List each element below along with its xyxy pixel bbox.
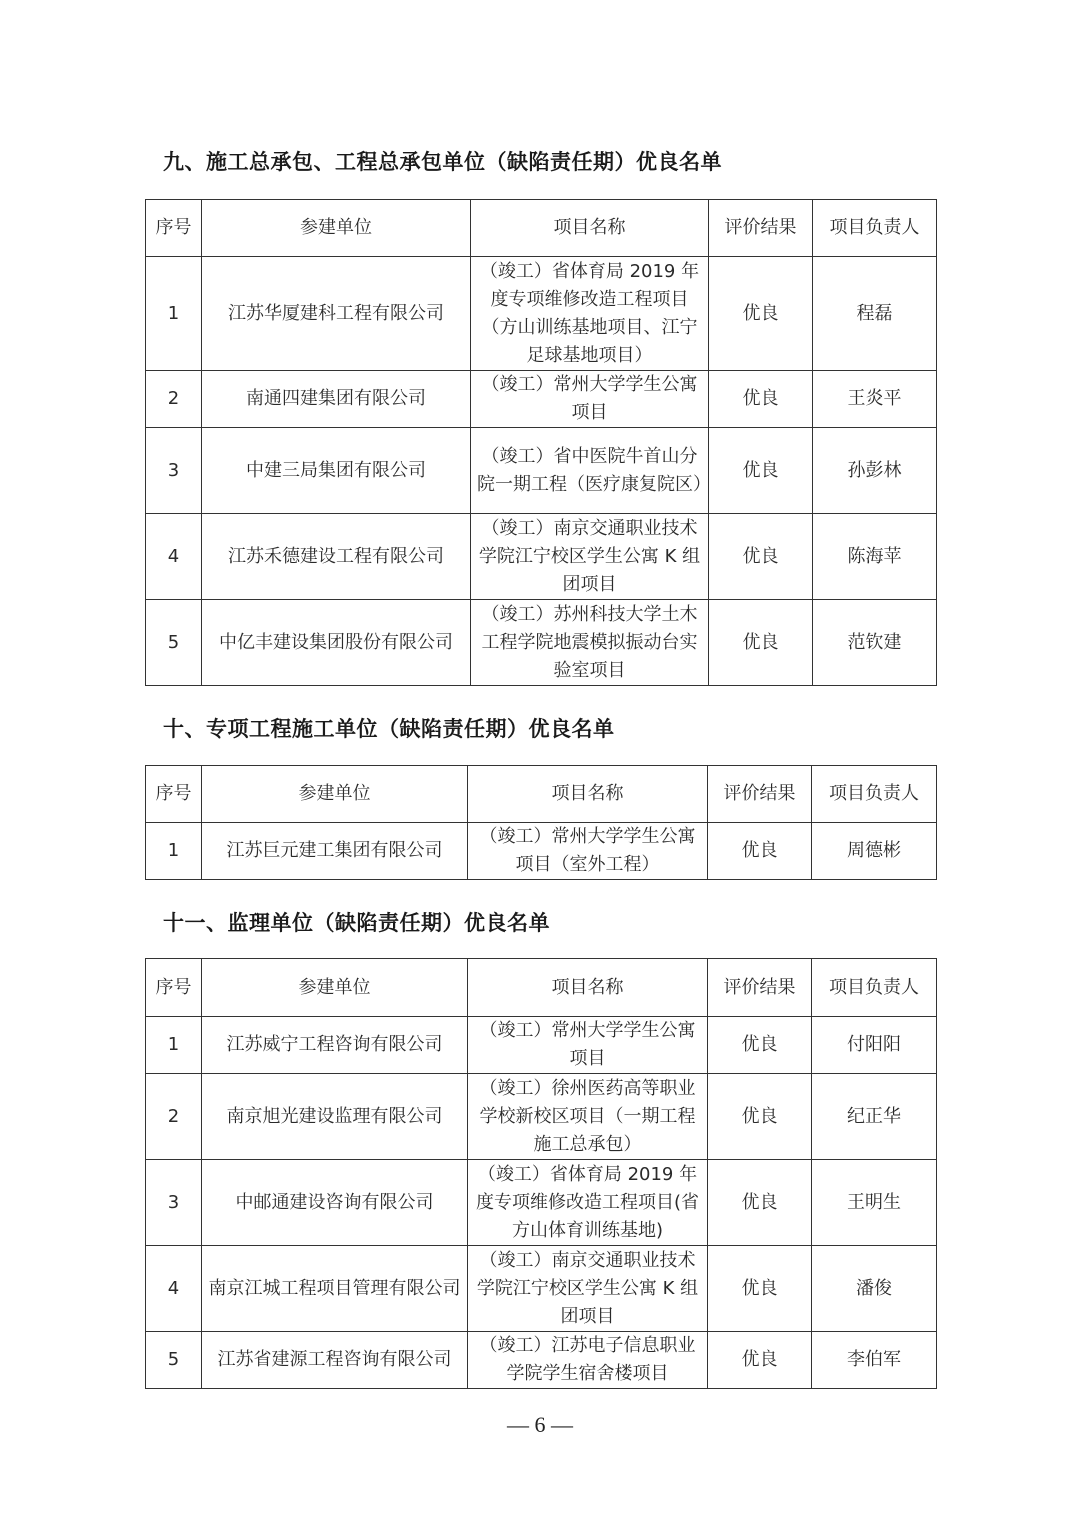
cell-unit: 江苏省建源工程咨询有限公司 <box>202 1332 468 1389</box>
cell-result: 优良 <box>708 823 812 880</box>
cell-project: （竣工）江苏电子信息职业学院学生宿舍楼项目 <box>468 1332 708 1389</box>
cell-unit: 中建三局集团有限公司 <box>202 428 471 514</box>
cell-project: （竣工）南京交通职业技术学院江宁校区学生公寓 K 组团项目 <box>471 514 709 600</box>
cell-project: （竣工）省中医院牛首山分院一期工程（医疗康复院区） <box>471 428 709 514</box>
header-project: 项目名称 <box>468 959 708 1017</box>
cell-result: 优良 <box>708 1017 812 1074</box>
header-project: 项目名称 <box>471 200 709 257</box>
table-row <box>146 600 937 686</box>
section-title-9: 九、施工总承包、工程总承包单位（缺陷责任期）优良名单 <box>163 150 722 174</box>
table-general-contractors <box>145 199 937 686</box>
cell-seq: 3 <box>146 428 202 514</box>
cell-project: （竣工）省体育局 2019 年度专项维修改造工程项目（方山训练基地项目、江宁足球基地项目） <box>471 257 709 371</box>
cell-unit: 南通四建集团有限公司 <box>202 371 471 428</box>
cell-seq: 2 <box>146 371 202 428</box>
cell-unit: 中亿丰建设集团股份有限公司 <box>202 600 471 686</box>
cell-manager: 范钦建 <box>813 600 937 686</box>
header-manager: 项目负责人 <box>812 959 937 1017</box>
table-header-row <box>146 766 937 823</box>
cell-result: 优良 <box>709 371 813 428</box>
cell-unit: 南京旭光建设监理有限公司 <box>202 1074 468 1160</box>
cell-result: 优良 <box>708 1246 812 1332</box>
cell-result: 优良 <box>708 1160 812 1246</box>
cell-project: （竣工）常州大学学生公寓项目（室外工程） <box>468 823 708 880</box>
header-unit: 参建单位 <box>202 200 471 257</box>
cell-unit: 中邮通建设咨询有限公司 <box>202 1160 468 1246</box>
cell-unit: 江苏华厦建科工程有限公司 <box>202 257 471 371</box>
table-header-row <box>146 200 937 257</box>
table-row <box>146 257 937 371</box>
cell-seq: 2 <box>146 1074 202 1160</box>
header-result: 评价结果 <box>708 959 812 1017</box>
section-title-10: 十、专项工程施工单位（缺陷责任期）优良名单 <box>163 717 615 741</box>
cell-manager: 陈海苹 <box>813 514 937 600</box>
header-unit: 参建单位 <box>202 766 468 823</box>
cell-project: （竣工）常州大学学生公寓项目 <box>468 1017 708 1074</box>
cell-unit: 江苏威宁工程咨询有限公司 <box>202 1017 468 1074</box>
header-project: 项目名称 <box>468 766 708 823</box>
cell-unit: 江苏巨元建工集团有限公司 <box>202 823 468 880</box>
cell-manager: 纪正华 <box>812 1074 937 1160</box>
page-number: — 6 — <box>507 1412 573 1437</box>
cell-manager: 李伯军 <box>812 1332 937 1389</box>
header-unit: 参建单位 <box>202 959 468 1017</box>
table-row <box>146 823 937 880</box>
cell-project: （竣工）常州大学学生公寓项目 <box>471 371 709 428</box>
cell-manager: 周德彬 <box>812 823 937 880</box>
cell-result: 优良 <box>708 1332 812 1389</box>
cell-seq: 5 <box>146 600 202 686</box>
table-row <box>146 1074 937 1160</box>
cell-seq: 5 <box>146 1332 202 1389</box>
cell-project: （竣工）南京交通职业技术学院江宁校区学生公寓 K 组团项目 <box>468 1246 708 1332</box>
cell-seq: 3 <box>146 1160 202 1246</box>
table-row <box>146 1160 937 1246</box>
header-manager: 项目负责人 <box>812 766 937 823</box>
cell-result: 优良 <box>709 257 813 371</box>
cell-seq: 1 <box>146 823 202 880</box>
table-row <box>146 1332 937 1389</box>
cell-manager: 王明生 <box>812 1160 937 1246</box>
cell-project: （竣工）苏州科技大学土木工程学院地震模拟振动台实验室项目 <box>471 600 709 686</box>
cell-project: （竣工）省体育局 2019 年度专项维修改造工程项目(省方山体育训练基地) <box>468 1160 708 1246</box>
cell-manager: 潘俊 <box>812 1246 937 1332</box>
header-result: 评价结果 <box>709 200 813 257</box>
cell-seq: 1 <box>146 257 202 371</box>
cell-unit: 南京江城工程项目管理有限公司 <box>202 1246 468 1332</box>
cell-manager: 程磊 <box>813 257 937 371</box>
header-seq: 序号 <box>146 766 202 823</box>
cell-result: 优良 <box>709 600 813 686</box>
cell-result: 优良 <box>709 428 813 514</box>
cell-seq: 4 <box>146 514 202 600</box>
cell-seq: 4 <box>146 1246 202 1332</box>
header-seq: 序号 <box>146 200 202 257</box>
table-specialty-contractors <box>145 765 937 880</box>
cell-result: 优良 <box>708 1074 812 1160</box>
cell-manager: 付阳阳 <box>812 1017 937 1074</box>
header-seq: 序号 <box>146 959 202 1017</box>
cell-unit: 江苏禾德建设工程有限公司 <box>202 514 471 600</box>
cell-manager: 孙彭林 <box>813 428 937 514</box>
header-manager: 项目负责人 <box>813 200 937 257</box>
table-row <box>146 1017 937 1074</box>
cell-project: （竣工）徐州医药高等职业学校新校区项目（一期工程施工总承包） <box>468 1074 708 1160</box>
table-header-row <box>146 959 937 1017</box>
table-row <box>146 1246 937 1332</box>
table-row <box>146 514 937 600</box>
cell-result: 优良 <box>709 514 813 600</box>
cell-seq: 1 <box>146 1017 202 1074</box>
section-title-11: 十一、监理单位（缺陷责任期）优良名单 <box>163 911 550 935</box>
table-supervision-units <box>145 958 937 1389</box>
header-result: 评价结果 <box>708 766 812 823</box>
cell-manager: 王炎平 <box>813 371 937 428</box>
table-row <box>146 371 937 428</box>
table-row <box>146 428 937 514</box>
